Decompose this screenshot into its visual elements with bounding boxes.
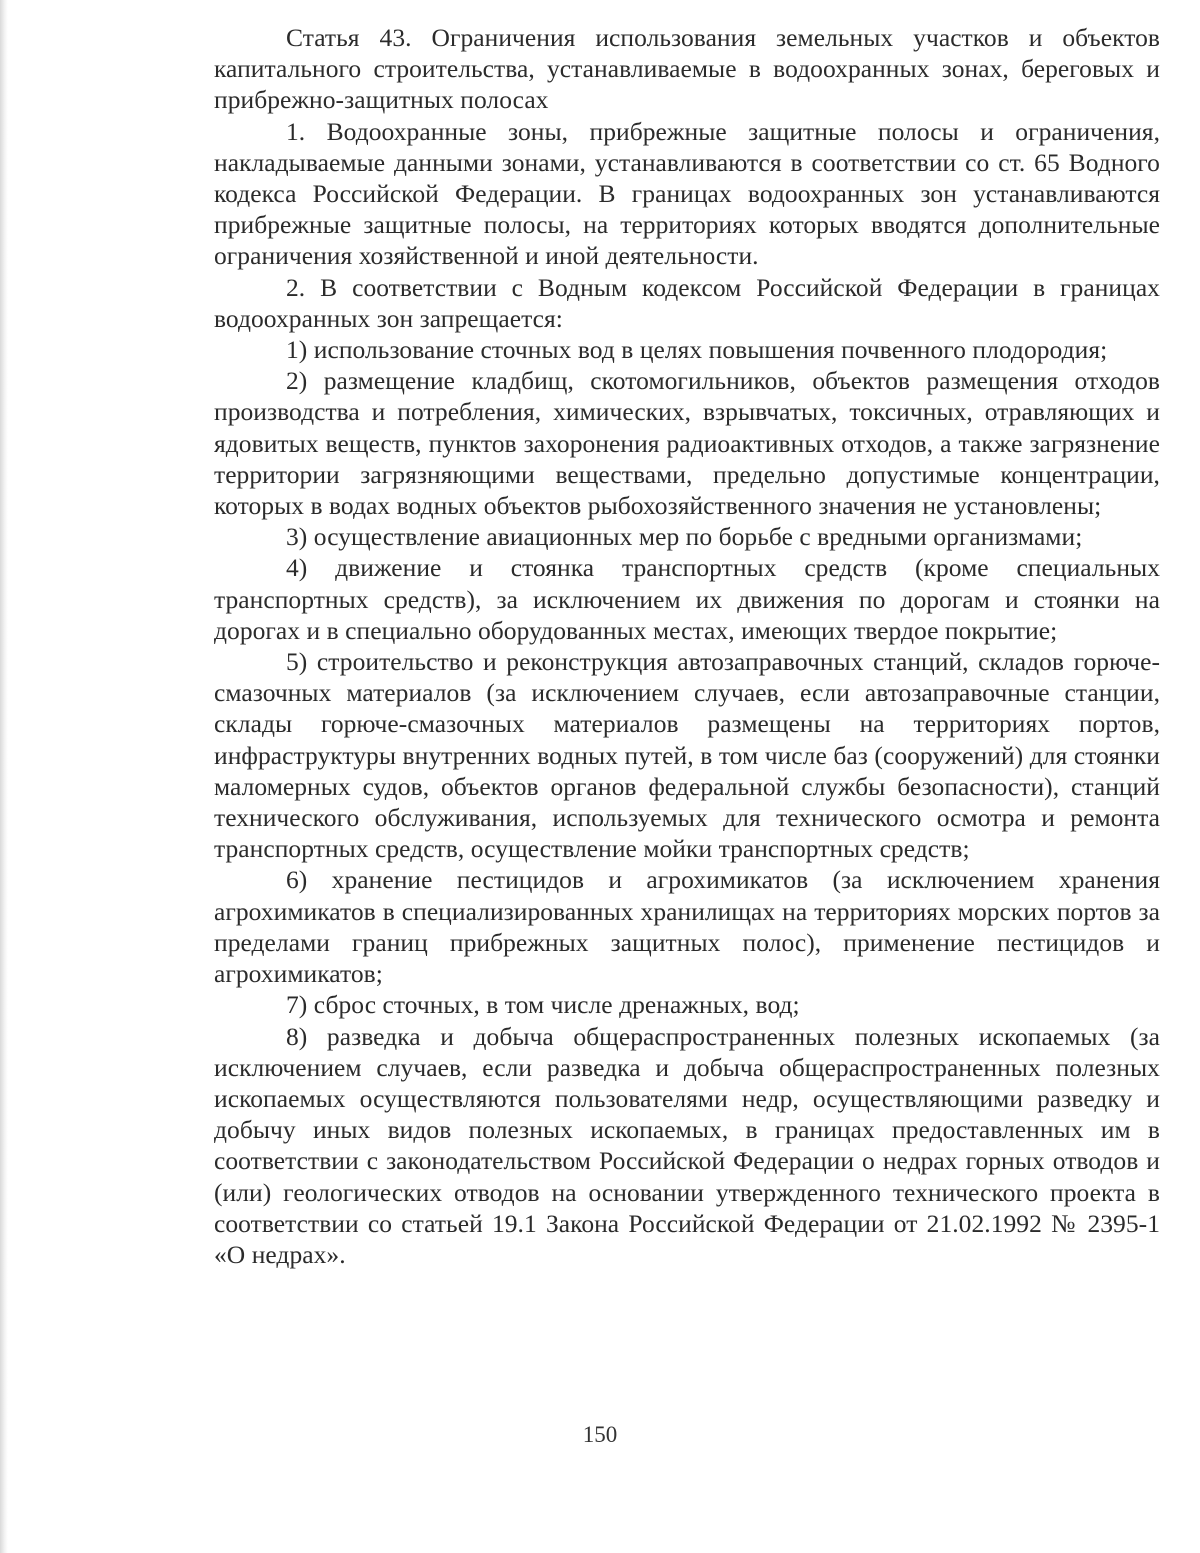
paragraph-2: 2. В соответствии с Водным кодексом Российской Федерации в границах водоохранных зон запрещается: [214, 272, 1160, 333]
list-item-4: 4) движение и стоянка транспортных средств (кроме специальных транспортных средств), за исключением их движения по дорогам и стоянки на дорогах и в специально оборудованных местах, имеющих твердое покрытие; [214, 553, 1160, 645]
list-item-6: 6) хранение пестицидов и агрохимикатов (за исключением хранения агрохимикатов в специализированных хранилищах на территориях морских портов за пределами границ прибрежных защитных полос), применение пестицидов и агрохимикатов; [214, 865, 1160, 989]
list-item-1: 1) использование сточных вод в целях повышения почвенного плодородия; [286, 335, 1108, 365]
list-item-5: 5) строительство и реконструкция автозаправочных станций, складов горюче-смазочных материалов (за исключением случаев, если автозаправочные станции, склады горюче-смазочных материалов размещены на территориях портов, инфраструктуры внутренних водных путей, в том числе баз (сооружений) для стоянки маломерных судов, объектов органов федеральной службы безопасности), станций технического обслуживания, используемых для технического осмотра и ремонта транспортных средств, осуществление мойки транспортных средств; [214, 647, 1160, 864]
scan-edge-shadow [0, 0, 8, 1553]
list-item-2: 2) размещение кладбищ, скотомогильников, объектов размещения отходов производства и потребления, химических, взрывчатых, токсичных, отравляющих и ядовитых веществ, пунктов захоронения радиоактивных отходов, а также загрязнение территории загрязняющими веществами, предельно допустимые концентрации, которых в водах водных объектов рыбохозяйственного значения не установлены; [214, 366, 1160, 521]
paragraph-1: 1. Водоохранные зоны, прибрежные защитные полосы и ограничения, накладываемые данными зонами, устанавливаются в соответствии со ст. 65 Водного кодекса Российской Федерации. В границах водоохранных зон устанавливаются прибрежные защитные полосы, на территориях которых вводятся дополнительные ограничения хозяйственной и иной деятельности. [214, 116, 1160, 271]
list-item-8: 8) разведка и добыча общераспространенных полезных ископаемых (за исключением случаев, если разведка и добыча общераспространенных полезных ископаемых осуществляются пользователями недр, осуществляющими разведку и добычу иных видов полезных ископаемых, в границах предоставленных им в соответствии с законодательством Российской Федерации о недрах горных отводов и (или) геологических отводов на основании утвержденного технического проекта в соответствии со статьей 19.1 Закона Российской Федерации от 21.02.1992 № 2395-1 «О недрах». [214, 1021, 1160, 1269]
page-number: 150 [582, 1422, 618, 1447]
document-page [214, 22, 1160, 1270]
article-title: Статья 43. Ограничения использования земельных участков и объектов капитального строительства, устанавливаемые в водоохранных зонах, береговых и прибрежно-защитных полосах [214, 23, 1160, 115]
list-item-7: 7) сброс сточных, в том числе дренажных, вод; [286, 990, 800, 1020]
list-item-3: 3) осуществление авиационных мер по борьбе с вредными организмами; [286, 522, 1083, 552]
